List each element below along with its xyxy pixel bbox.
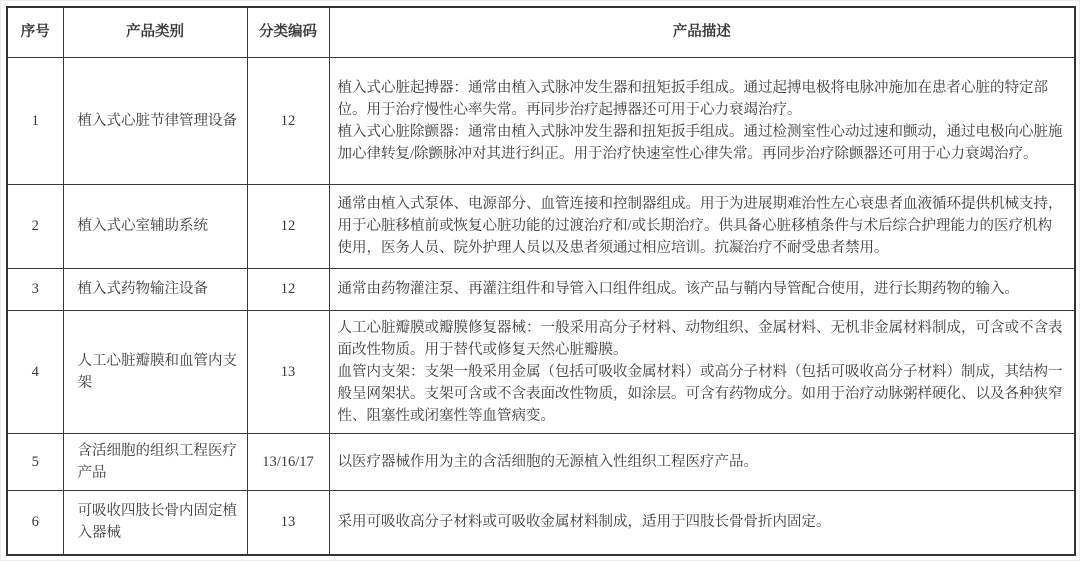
row-description (329, 310, 1075, 433)
row-number: 5 (7, 433, 63, 490)
description-paragraph: 以医疗器械作用为主的含活细胞的无源植入性组织工程医疗产品。 (337, 453, 758, 470)
row-number: 4 (7, 310, 63, 433)
row-category: 植入式药物输注设备 (63, 268, 247, 310)
table-body (7, 57, 1075, 555)
row-category: 植入式心室辅助系统 (63, 184, 247, 268)
row-category: 植入式心脏节律管理设备 (63, 57, 247, 184)
row-code: 13 (247, 490, 329, 555)
header-row (7, 7, 1075, 57)
row-number: 2 (7, 184, 63, 268)
header-product-category: 产品类别 (63, 7, 247, 57)
table-header (7, 7, 1075, 57)
table-row (7, 268, 1075, 310)
row-description (329, 184, 1075, 268)
table-row (7, 57, 1075, 184)
table-row (7, 310, 1075, 433)
description-paragraph: 通常由植入式泵体、电源部分、血管连接和控制器组成。用于为进展期难治性左心衰患者血液循环提供机械支持，用于心脏移植前或恢复心脏功能的过渡治疗和/或长期治疗。供具备心脏移植条件与术后综合护理能力的医疗机构使用，医务人员、院外护理人员以及患者须通过相应培训。抗凝治疗不耐受患者禁用。 (337, 196, 1063, 256)
row-description (329, 57, 1075, 184)
row-number: 3 (7, 268, 63, 310)
row-number: 1 (7, 57, 63, 184)
row-code: 12 (247, 57, 329, 184)
table-row (7, 184, 1075, 268)
description-paragraph: 人工心脏瓣膜或瓣膜修复器械：一般采用高分子材料、动物组织、金属材料、无机非金属材料制成，可含或不含表面改性物质。用于替代或修复天然心脏瓣膜。 (337, 319, 1063, 358)
description-paragraph: 植入式心脏除颤器：通常由植入式脉冲发生器和扭矩扳手组成。通过检测室性心动过速和颤动，通过电极向心脏施加心律转复/除颤脉冲对其进行纠正。用于治疗快速室性心律失常。再同步治疗除颤器还可用于心力衰竭治疗。 (337, 123, 1063, 162)
row-code: 13 (247, 310, 329, 433)
table-row (7, 490, 1075, 555)
row-number: 6 (7, 490, 63, 555)
row-category: 可吸收四肢长骨内固定植入器械 (63, 490, 247, 555)
row-description (329, 490, 1075, 555)
row-code: 12 (247, 184, 329, 268)
product-classification-table (6, 6, 1076, 556)
row-description (329, 433, 1075, 490)
description-paragraph: 血管内支架：支架一般采用金属（包括可吸收金属材料）或高分子材料（包括可吸收高分子材料）制成，其结构一般呈网架状。支架可含或不含表面改性物质，如涂层。可含有药物成分。如用于治疗动脉粥样硬化、以及各种狭窄性、阻塞性或闭塞性等血管病变。 (337, 363, 1063, 424)
row-code: 12 (247, 268, 329, 310)
description-paragraph: 植入式心脏起搏器：通常由植入式脉冲发生器和扭矩扳手组成。通过起搏电极将电脉冲施加在患者心脏的特定部位。用于治疗慢性心率失常。再同步治疗起搏器还可用于心力衰竭治疗。 (337, 79, 1048, 118)
row-description (329, 268, 1075, 310)
row-code: 13/16/17 (247, 433, 329, 490)
table-row (7, 433, 1075, 490)
description-paragraph: 通常由药物灌注泵、再灌注组件和导管入口组件组成。该产品与鞘内导管配合使用，进行长期药物的输入。 (337, 281, 1019, 297)
row-category: 人工心脏瓣膜和血管内支架 (63, 310, 247, 433)
description-paragraph: 采用可吸收高分子材料或可吸收金属材料制成，适用于四肢长骨骨折内固定。 (337, 514, 831, 531)
row-category: 含活细胞的组织工程医疗产品 (63, 433, 247, 490)
header-product-description: 产品描述 (329, 7, 1075, 57)
header-serial-number: 序号 (7, 7, 63, 57)
header-classification-code: 分类编码 (247, 7, 329, 57)
